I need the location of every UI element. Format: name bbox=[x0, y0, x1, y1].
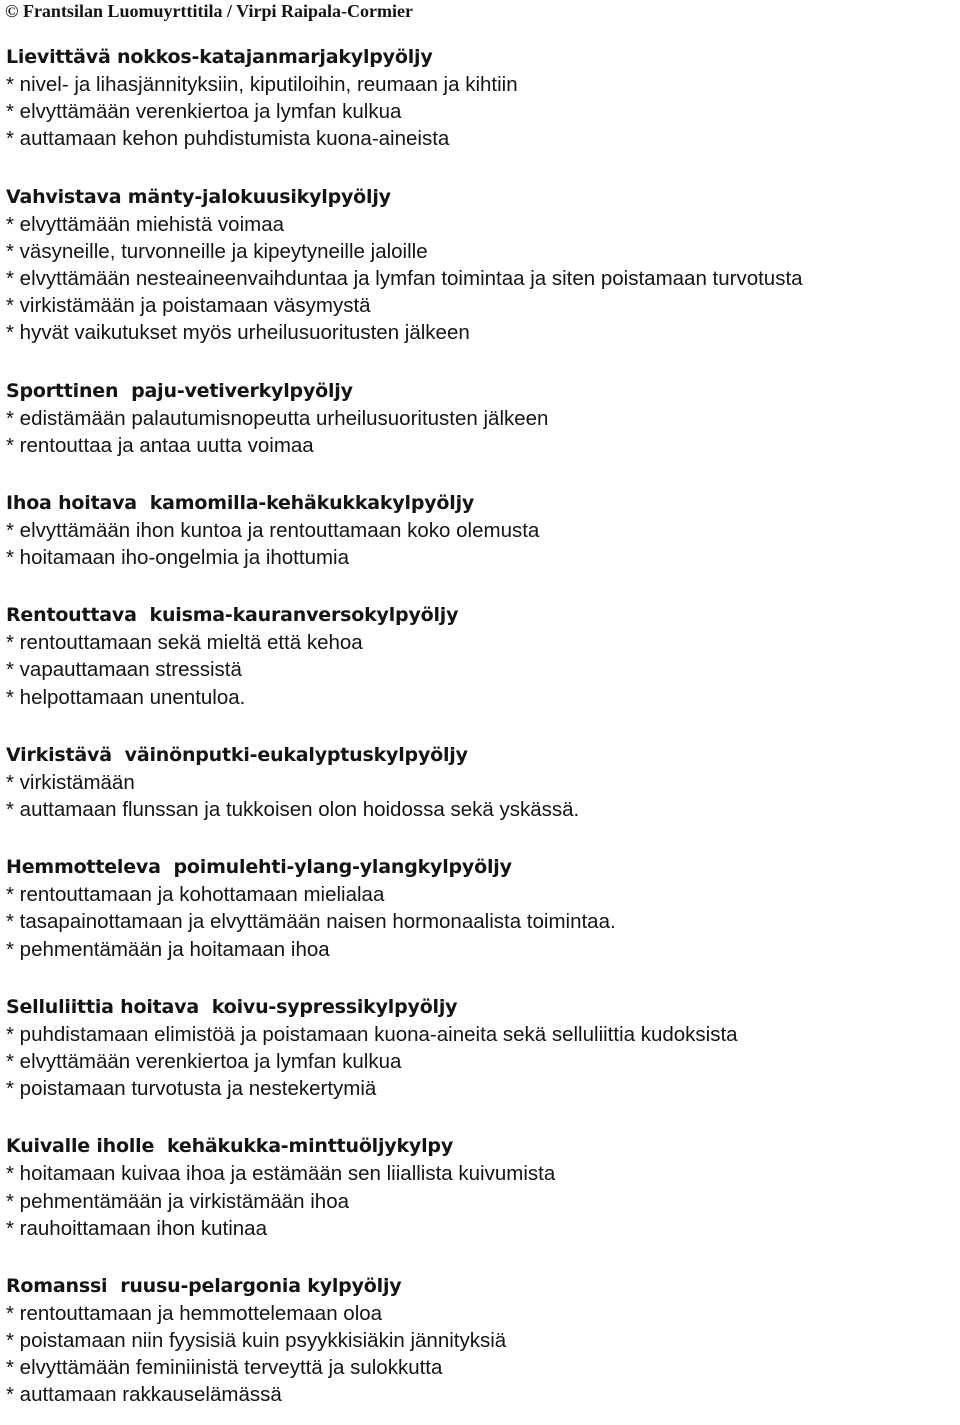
list-item: * auttamaan rakkauselämässä bbox=[6, 1383, 282, 1407]
section-title: Hemmotteleva poimulehti-ylang-ylangkylpyöljy bbox=[6, 856, 512, 879]
list-item: * rentouttamaan ja kohottamaan mielialaa bbox=[6, 883, 385, 907]
document-body bbox=[6, 44, 956, 1409]
section bbox=[6, 742, 956, 823]
list-item: * virkistämään bbox=[6, 770, 135, 794]
list-item: * helpottamaan unentuloa. bbox=[6, 685, 246, 709]
list-item: * pehmentämään ja hoitamaan ihoa bbox=[6, 937, 330, 961]
section-title: Selluliittia hoitava koivu-sypressikylpyöljy bbox=[6, 995, 458, 1018]
list-item: * auttamaan kehon puhdistumista kuona-aineista bbox=[6, 127, 450, 151]
list-item: * elvyttämään miehistä voimaa bbox=[6, 212, 285, 236]
list-item: * vapauttamaan stressistä bbox=[6, 658, 242, 682]
section-title: Lievittävä nokkos-katajanmarjakylpyöljy bbox=[6, 46, 433, 68]
section bbox=[6, 1133, 956, 1242]
section-title: Kuivalle iholle kehäkukka-minttuöljykylpy bbox=[6, 1135, 454, 1158]
list-item: * virkistämään ja poistamaan väsymystä bbox=[6, 294, 371, 318]
list-item: * väsyneille, turvonneille ja kipeytyneille jaloille bbox=[6, 239, 428, 263]
list-item: * pehmentämään ja virkistämään ihoa bbox=[6, 1189, 349, 1213]
section bbox=[6, 602, 956, 711]
section bbox=[6, 490, 956, 571]
list-item: * rauhoittamaan ihon kutinaa bbox=[6, 1216, 267, 1240]
list-item: * elvyttämään nesteaineenvaihduntaa ja lymfan toimintaa ja siten poistamaan turvotusta bbox=[6, 266, 803, 290]
section-title: Sporttinen paju-vetiverkylpyöljy bbox=[6, 379, 353, 402]
section-title: Rentouttava kuisma-kauranversokylpyöljy bbox=[6, 604, 459, 627]
section bbox=[6, 854, 956, 963]
section bbox=[6, 994, 956, 1103]
list-item: * rentouttaa ja antaa uutta voimaa bbox=[6, 433, 314, 457]
list-item: * rentouttamaan ja hemmottelemaan oloa bbox=[6, 1301, 383, 1325]
section bbox=[6, 378, 956, 459]
list-item: * tasapainottamaan ja elvyttämään naisen hormonaalista toimintaa. bbox=[6, 910, 616, 934]
list-item: * rentouttamaan sekä mieltä että kehoa bbox=[6, 631, 363, 655]
section-title: Vahvistava mänty-jalokuusikylpyöljy bbox=[6, 185, 391, 208]
list-item: * poistamaan niin fyysisiä kuin psyykkisiäkin jännityksiä bbox=[6, 1329, 507, 1353]
list-item: * hoitamaan iho-ongelmia ja ihottumia bbox=[6, 546, 350, 570]
list-item: * auttamaan flunssan ja tukkoisen olon hoidossa sekä yskässä. bbox=[6, 798, 580, 821]
section bbox=[6, 44, 956, 153]
list-item: * elvyttämään verenkiertoa ja lymfan kulkua bbox=[6, 100, 402, 124]
section-title: Virkistävä väinönputki-eukalyptuskylpyöljy bbox=[6, 743, 468, 766]
section-title: Romanssi ruusu-pelargonia kylpyöljy bbox=[6, 1274, 402, 1297]
list-item: * elvyttämään feminiinistä terveyttä ja sulokkutta bbox=[6, 1356, 443, 1380]
list-item: * elvyttämään verenkiertoa ja lymfan kulkua bbox=[6, 1049, 402, 1073]
section bbox=[6, 1273, 956, 1409]
section bbox=[6, 184, 956, 347]
list-item: * nivel- ja lihasjännityksiin, kiputiloihin, reumaan ja kihtiin bbox=[6, 73, 518, 96]
list-item: * edistämään palautumisnopeutta urheilusuoritusten jälkeen bbox=[6, 406, 549, 430]
page-header: © Frantsilan Luomuyrttitila / Virpi Raipala-Cormier bbox=[5, 1, 413, 21]
list-item: * hyvät vaikutukset myös urheilusuoritusten jälkeen bbox=[6, 321, 470, 345]
list-item: * puhdistamaan elimistöä ja poistamaan kuona-aineita sekä selluliittia kudoksista bbox=[6, 1022, 738, 1046]
list-item: * hoitamaan kuivaa ihoa ja estämään sen liiallista kuivumista bbox=[6, 1162, 556, 1186]
section-title: Ihoa hoitava kamomilla-kehäkukkakylpyöljy bbox=[6, 491, 475, 514]
list-item: * poistamaan turvotusta ja nestekertymiä bbox=[6, 1077, 377, 1101]
list-item: * elvyttämään ihon kuntoa ja rentouttamaan koko olemusta bbox=[6, 518, 540, 542]
